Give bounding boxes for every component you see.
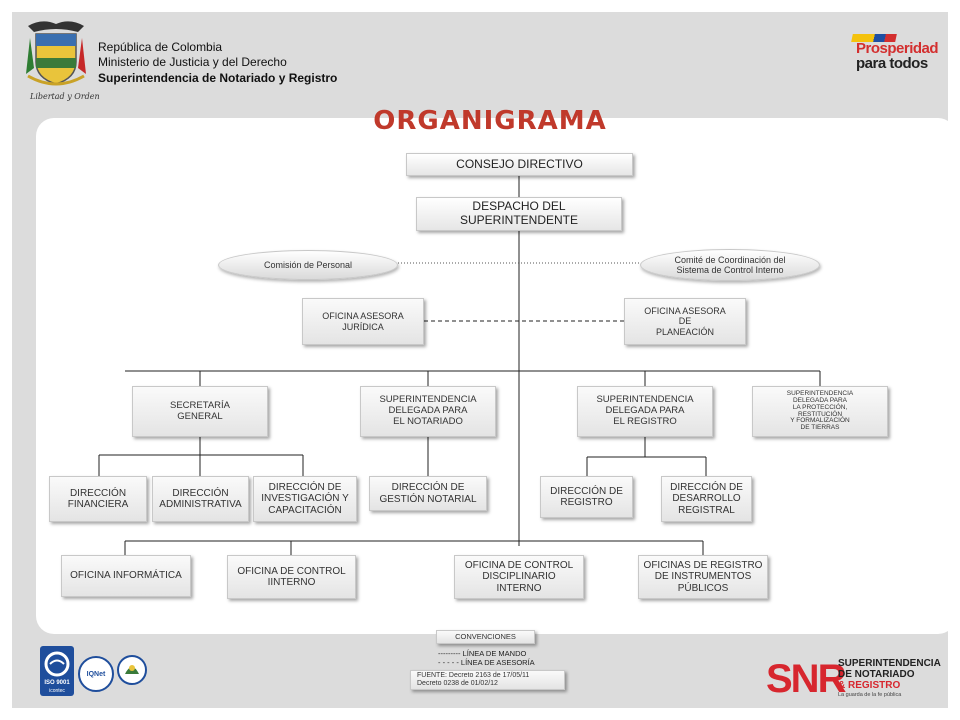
certification-seal-icon xyxy=(116,654,148,690)
node-comite-control-interno: Comité de Coordinación del Sistema de Control Interno xyxy=(640,249,820,281)
iqnet-logo xyxy=(78,656,114,692)
node-direccion-investigacion: DIRECCIÓN DE INVESTIGACIÓN Y CAPACITACIÓN xyxy=(253,476,357,522)
header-ministry: Ministerio de Justicia y del Derecho xyxy=(98,55,287,69)
node-oficinas-registro-instrumentos: OFICINAS DE REGISTRO DE INSTRUMENTOS PÚBLICOS xyxy=(638,555,768,599)
node-direccion-desarrollo-registral: DIRECCIÓN DE DESARROLLO REGISTRAL xyxy=(661,476,752,522)
node-oficina-asesora-planeacion: OFICINA ASESORA DE PLANEACIÓN xyxy=(624,298,746,345)
node-direccion-administrativa: DIRECCIÓN ADMINISTRATIVA xyxy=(152,476,249,522)
node-direccion-gestion-notarial: DIRECCIÓN DE GESTIÓN NOTARIAL xyxy=(369,476,487,511)
node-oficina-control-interno: OFICINA DE CONTROL IINTERNO xyxy=(227,555,356,599)
page-title: ORGANIGRAMA xyxy=(373,106,607,136)
snr-tagline: La guarda de la fe pública xyxy=(838,692,902,698)
node-secretaria-general: SECRETARÍA GENERAL xyxy=(132,386,268,437)
coat-caption: Libertad y Orden xyxy=(30,92,100,101)
node-oficina-asesora-juridica: OFICINA ASESORA JURÍDICA xyxy=(302,298,424,345)
snr-line1: SUPERINTENDENCIA xyxy=(838,658,941,669)
snr-line3: & REGISTRO xyxy=(838,680,901,691)
snr-short: SNR xyxy=(766,657,845,701)
snr-line2: DE NOTARIADO xyxy=(838,669,915,680)
conventions-source: FUENTE: Decreto 2163 de 17/05/11 Decreto 0238 de 01/02/12 xyxy=(410,670,565,690)
iso-certification-icon xyxy=(40,649,74,679)
node-despacho-superintendente: DESPACHO DEL SUPERINTENDENTE xyxy=(416,197,622,231)
snr-logo xyxy=(766,656,942,702)
iso-9001-logo xyxy=(40,646,74,696)
node-delegada-tierras: SUPERINTENDENCIA DELEGADA PARA LA PROTECCIÓN, RESTITUCIÓN Y FORMALIZACIÓN DE TIERRAS xyxy=(752,386,888,437)
header-superintendencia: Superintendencia de Notariado y Registro xyxy=(98,71,338,85)
prosperidad-text-1: Prosperidad xyxy=(856,40,939,57)
convention-asesoria: - - - - - LÍNEA DE ASESORÍA xyxy=(438,658,535,667)
node-consejo-directivo: CONSEJO DIRECTIVO xyxy=(406,153,633,176)
convention-mando: --------- LÍNEA DE MANDO xyxy=(438,649,527,658)
node-direccion-financiera: DIRECCIÓN FINANCIERA xyxy=(49,476,147,522)
iqnet-text: IQNet xyxy=(86,670,106,678)
node-delegada-registro: SUPERINTENDENCIA DELEGADA PARA EL REGISTRO xyxy=(577,386,713,437)
icontec-text: icontec xyxy=(49,688,65,694)
node-comision-personal: Comisión de Personal xyxy=(218,250,398,280)
iso-text: ISO 9001 xyxy=(44,680,70,686)
node-delegada-notariado: SUPERINTENDENCIA DELEGADA PARA EL NOTARIADO xyxy=(360,386,496,437)
prosperidad-text-2: para todos xyxy=(856,55,928,72)
node-oficina-control-disciplinario: OFICINA DE CONTROL DISCIPLINARIO INTERNO xyxy=(454,555,584,599)
node-oficina-informatica: OFICINA INFORMÁTICA xyxy=(61,555,191,597)
header-country: República de Colombia xyxy=(98,40,223,54)
node-direccion-registro: DIRECCIÓN DE REGISTRO xyxy=(540,476,633,518)
conventions-title: CONVENCIONES xyxy=(436,630,535,644)
